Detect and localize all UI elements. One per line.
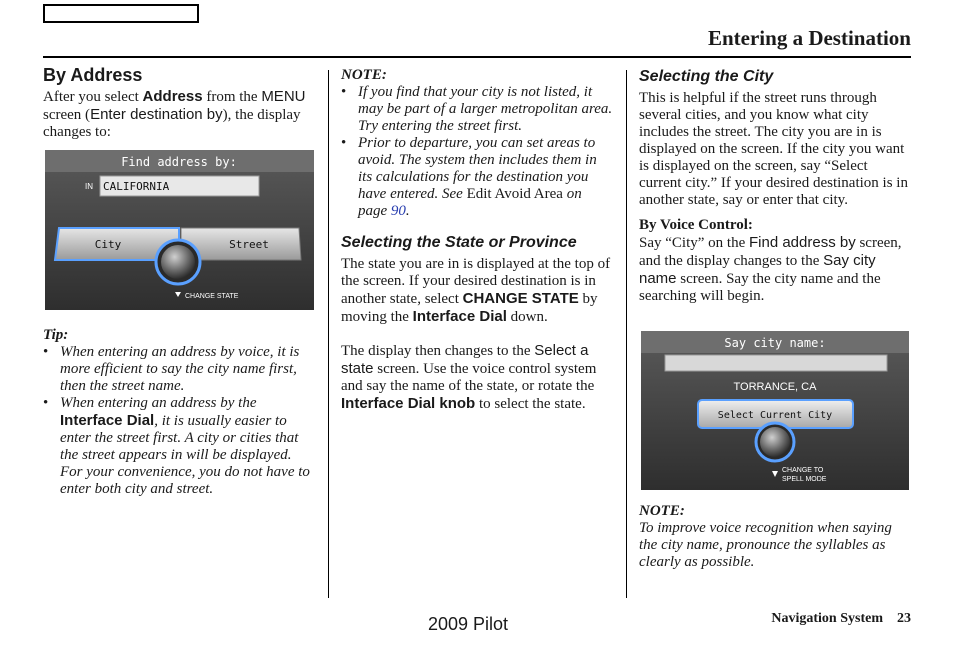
note-label: NOTE: — [341, 67, 387, 83]
page-title: Entering a Destination — [707, 26, 911, 50]
list-item: • When entering an address by the Interface Dial, it is usually easier to enter the street first. A city or cities that the street appears in will be displayed. For your convenience, you do not have to enter both city and street. — [43, 395, 315, 498]
tip-list — [43, 344, 315, 498]
header-rule — [43, 56, 911, 58]
select-current-city-label: Select Current City — [717, 410, 833, 421]
say-city-name-screen — [641, 331, 909, 490]
note-text: To improve voice recognition when saying the city name, pronounce the syllables as clearly as possible. — [639, 520, 892, 570]
header-tab-box — [43, 4, 199, 23]
column-2 — [341, 67, 613, 413]
screen-title: Say city name: — [724, 336, 826, 350]
city-entry-field[interactable] — [665, 355, 887, 371]
city-note — [639, 503, 911, 571]
footer-model: 2009 Pilot — [428, 614, 509, 634]
section-heading-by-address: By Address — [43, 65, 143, 85]
spell-mode-hint-line2[interactable]: SPELL MODE — [782, 476, 827, 483]
list-item: • Prior to departure, you can set areas to avoid. The system then includes them in its calculations for the destination you have entered. See Edit Avoid Area on page 90. — [341, 135, 613, 220]
change-state-hint[interactable]: CHANGE STATE — [185, 293, 239, 300]
intro-paragraph: After you select Address from the MENU screen (Enter destination by), the display changes to: — [43, 88, 306, 140]
column-3 — [639, 67, 911, 305]
list-item: • When entering an address by voice, it is more efficient to say the city name first, then the street name. — [43, 344, 315, 395]
city-paragraph-2: Say “City” on the Find address by screen, and the display changes to the Say city name screen. Say the city name and the searching will begin. — [639, 234, 902, 304]
section-heading-state: Selecting the State or Province — [341, 234, 577, 251]
state-paragraph-2: The display then changes to the Select a state screen. Use the voice control system and say the name of the state, or rotate the Interface Dial knob to select the state. — [341, 342, 597, 412]
tip-label: Tip: — [43, 327, 69, 343]
note-label: NOTE: — [639, 503, 685, 519]
state-paragraph-1: The state you are in is displayed at the top of the screen. If your desired destination is in another state, select CHANGE STATE by moving the Interface Dial down. — [341, 256, 611, 325]
street-button-label: Street — [229, 238, 269, 251]
interface-dial-knob[interactable] — [760, 427, 790, 457]
city-paragraph-1: This is helpful if the street runs through several cities, and you know what city includes the street. The city you are in is displayed on the screen. If the city you want is displayed on the screen, say “Select current city.” If your desired destination is in another state, say or enter that city. — [639, 90, 908, 208]
city-button-label: City — [94, 238, 122, 251]
state-field[interactable]: CALIFORNIA — [103, 180, 170, 193]
page-link[interactable]: 90 — [390, 203, 406, 219]
screen-title: Find address by: — [121, 155, 237, 169]
page-number: 23 — [897, 611, 911, 626]
list-item: • If you find that your city is not listed, it may be part of a larger metropolitan area. Try entering the street first. — [341, 84, 613, 135]
section-heading-city: Selecting the City — [639, 68, 774, 85]
current-city: TORRANCE, CA — [733, 381, 817, 393]
find-address-screen — [45, 150, 314, 310]
in-label: IN — [85, 182, 93, 191]
interface-dial-knob[interactable] — [161, 245, 195, 279]
column-divider-2 — [626, 70, 627, 598]
spell-mode-hint-line1[interactable]: CHANGE TO — [782, 467, 824, 474]
footer-section: Navigation System 23 — [771, 611, 911, 626]
voice-control-label: By Voice Control: — [639, 217, 753, 233]
note-list — [341, 84, 613, 220]
column-divider-1 — [328, 70, 329, 598]
